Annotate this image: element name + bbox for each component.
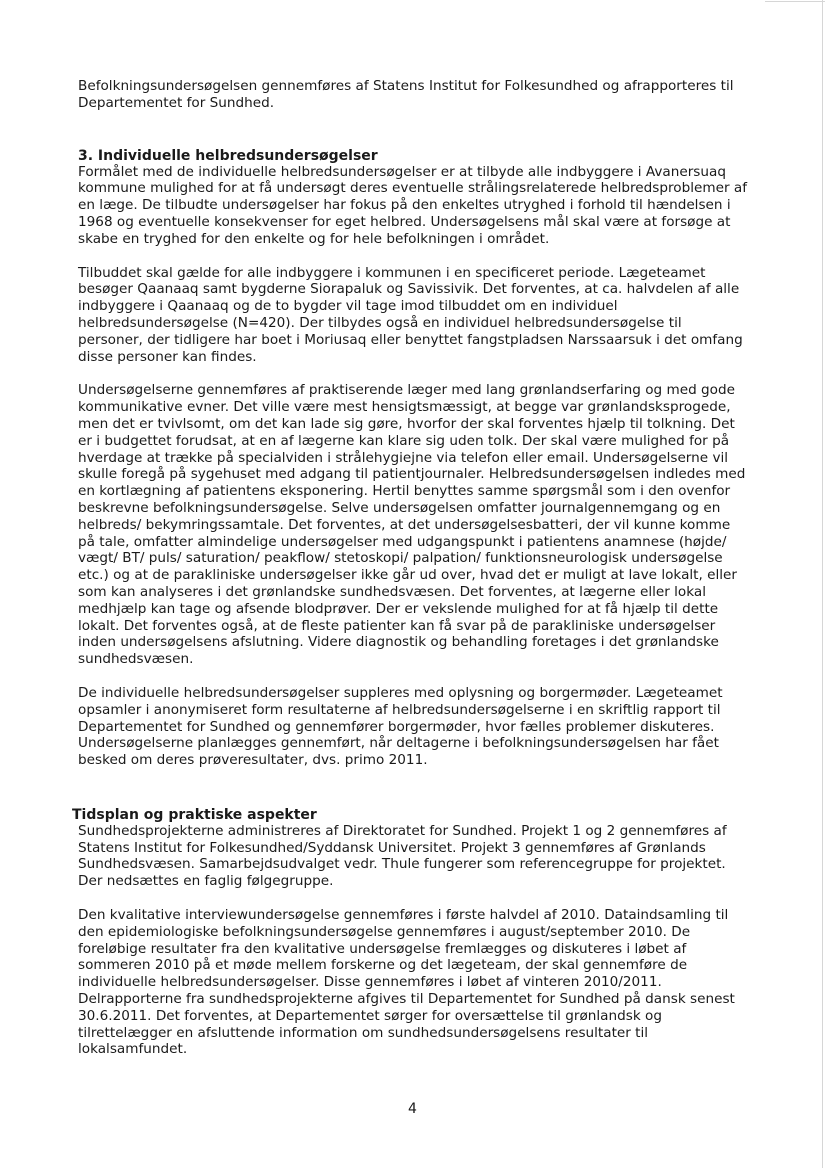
section-3-paragraph-1: Formålet med de individuelle helbredsundersøgelser er at tilbyde alle indbyggere i Avanersuaq kommune mulighed for at få undersøgt deres eventuelle strålingsrelaterede helbredsproblemer af en læge. De tilbudte undersøgelser har fokus på den enkeltes utryghed i forhold til hændelsen i 1968 og eventuelle konsekvenser for eget helbred. Undersøgelsens mål skal være at forsøge at skabe en tryghed for den enkelte og for hele befolkningen i området. (78, 163, 747, 247)
section-3-paragraph-2: Tilbuddet skal gælde for alle indbyggere i kommunen i en specificeret periode. Lægeteamet besøger Qaanaaq samt bygderne Siorapaluk og Savissivik. Det forventes, at ca. halvdelen af alle indbyggere i Qaanaaq og de to bygder vil tage imod tilbuddet om en individuel helbredsundersøgelse (N=420). Der tilbydes også en individuel helbredsundersøgelse til personer, der tidligere har boet i Moriusaq eller benyttet fangstpladsen Narssaarsuk i det omfang disse personer kan findes. (78, 264, 743, 365)
page-corner-mark (765, 1, 825, 2)
page-number: 4 (408, 1101, 417, 1117)
tidsplan-paragraph-2: Den kvalitative interviewundersøgelse gennemføres i første halvdel af 2010. Dataindsamling til den epidemiologiske befolkningsundersøgelse gennemføres i august/september 2010. De foreløbige resultater fra den kvalitative undersøgelse fremlægges og diskuteres i løbet af sommeren 2010 på et møde mellem forskerne og det lægeteam, der skal gennemføre de individuelle helbredsundersøgelser. Disse gennemføres i løbet af vinteren 2010/2011. Delrapporterne fra sundhedsprojekterne afgives til Departementet for Sundhed på dansk senest 30.6.2011. Det forventes, at Departementet sørger for oversættelse til grønlandsk og tilrettelægger en afsluttende information om sundhedsundersøgelsens resultater til lokalsamfundet. (78, 907, 735, 1058)
tidsplan-heading: Tidsplan og praktiske aspekter (72, 806, 317, 823)
intro-paragraph: Befolkningsundersøgelsen gennemføres af Statens Institut for Folkesundhed og afrapporteres til Departementet for Sundhed. (78, 78, 734, 111)
section-3-paragraph-3: Undersøgelserne gennemføres af praktiserende læger med lang grønlandserfaring og med gode kommunikative evner. Det ville være mest hensigtsmæssigt, at begge var grønlandsksprogede, men det er tvivlsomt, om det kan lade sig gøre, hvorfor der skal forventes hjælp til tolkning. Det er i budgettet forudsat, at en af lægerne kan klare sig uden tolk. Der skal være mulighed for på hverdage at trække på specialviden i strålehygiejne via telefon eller email. Undersøgelserne vil skulle foregå på sygehuset med adgang til patientjournaler. Helbredsundersøgelsen indledes med en kortlægning af patientens eksponering. Hertil benyttes samme spørgsmål som i den ovenfor beskrevne befolkningsundersøgelse. Selve undersøgelsen omfatter journalgennemgang og en helbreds/ bekymringssamtale. Det forventes, at det undersøgelsesbatteri, der vil kunne komme på tale, omfatter almindelige undersøgelser med udgangspunkt i patientens anamnese (højde/ vægt/ BT/ puls/ saturation/ peakflow/ stetoskopi/ palpation/ funktionsneurologisk undersøgelse etc.) og at de parakliniske undersøgelser ikke går ud over, hvad det er muligt at lave lokalt, eller som kan analyseres i det grønlandske sundhedsvæsen. Det forventes, at lægerne eller lokal medhjælp kan tage og afsende blodprøver. Der er vekslende mulighed for at få hjælp til dette lokalt. Det forventes også, at de fleste patienter kan få svar på de parakliniske undersøgelser inden undersøgelsens afslutning. Videre diagnostik og behandling foretages i det grønlandske sundhedsvæsen. (78, 382, 746, 668)
document-body (72, 78, 750, 1058)
page-edge-line (822, 0, 823, 1168)
section-3-heading: 3. Individuelle helbredsundersøgelser (78, 147, 378, 164)
section-3-paragraph-4: De individuelle helbredsundersøgelser suppleres med oplysning og borgermøder. Lægeteamet opsamler i anonymiseret form resultaterne af helbredsundersøgelserne i en skriftlig rapport til Departementet for Sundhed og gennemfører borgermøder, hvor fælles problemer diskuteres. Undersøgelserne planlægges gennemført, når deltagerne i befolkningsundersøgelsen har fået besked om deres prøveresultater, dvs. primo 2011. (78, 684, 723, 769)
tidsplan-paragraph-1: Sundhedsprojekterne administreres af Direktoratet for Sundhed. Projekt 1 og 2 gennemføres af Statens Institut for Folkesundhed/Syddansk Universitet. Projekt 3 gennemføres af Grønlands Sundhedsvæsen. Samarbejdsudvalget vedr. Thule fungerer som referencegruppe for projektet. Der nedsættes en faglig følgegruppe. (78, 822, 727, 890)
